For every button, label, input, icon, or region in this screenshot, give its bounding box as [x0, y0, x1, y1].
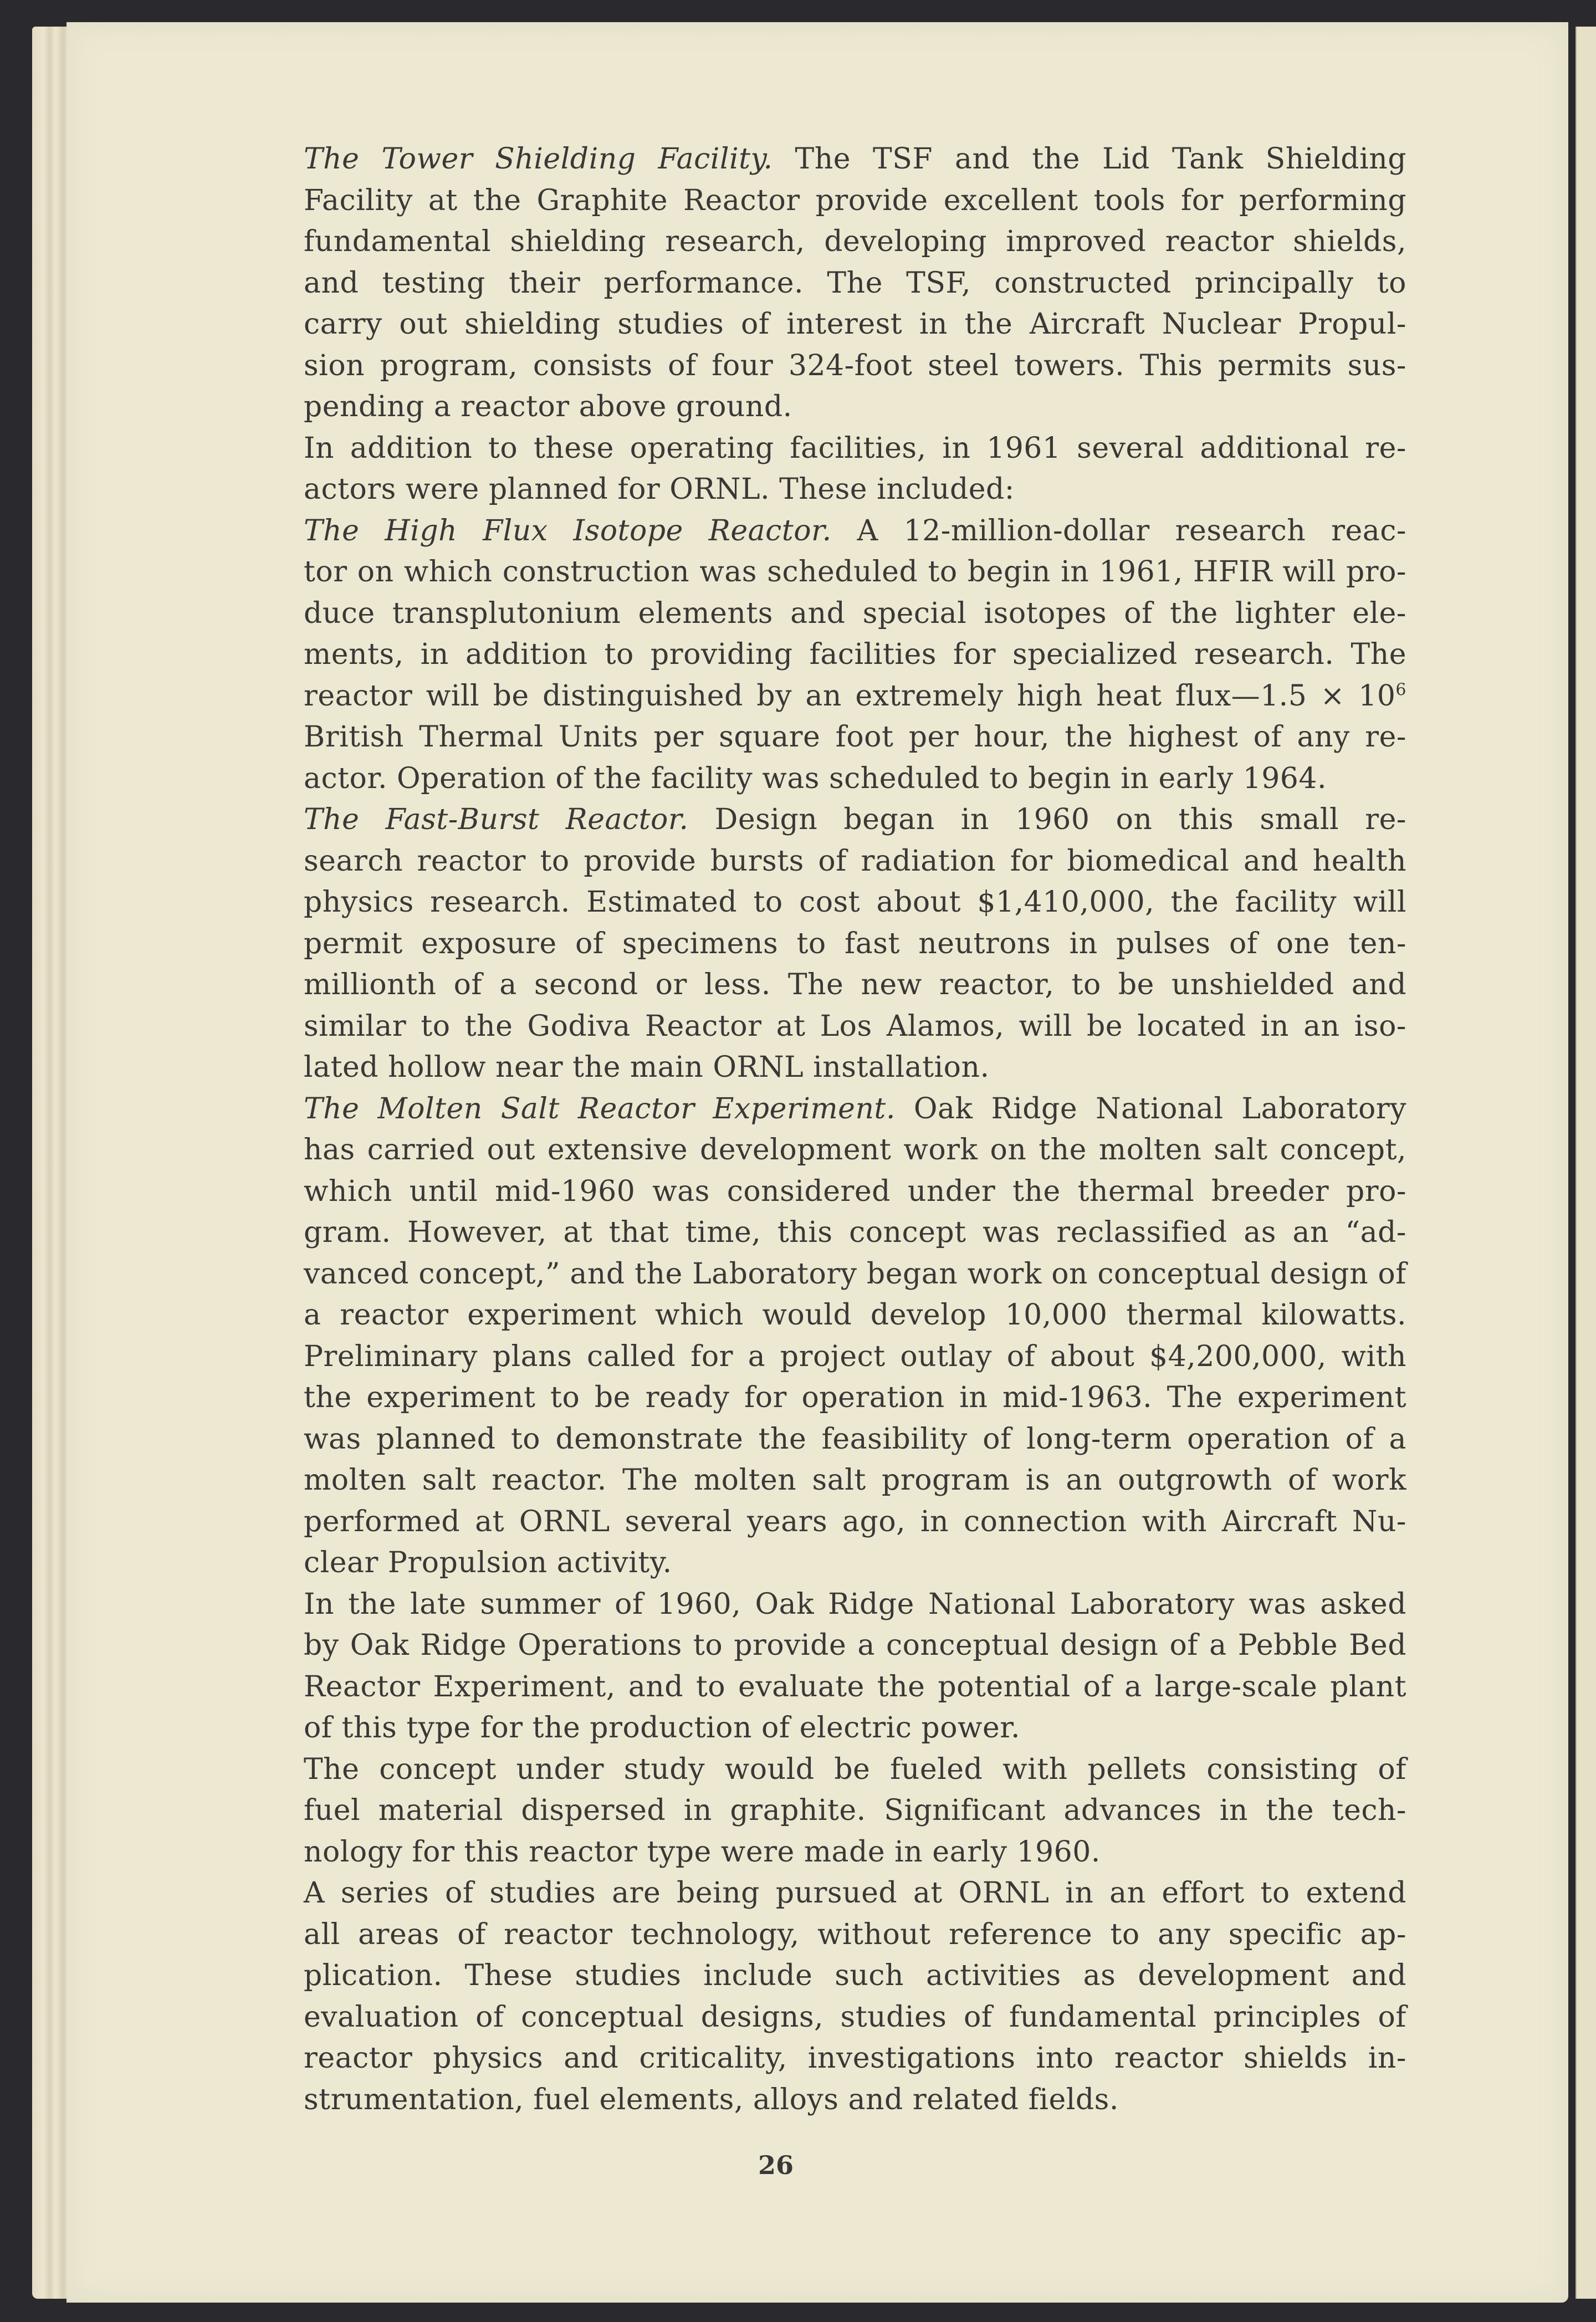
line-text: Reactor Experiment, and to evaluate the potential of a large-scale plant: [304, 1670, 1406, 1704]
text-line: [304, 964, 1406, 1006]
text-line: [304, 1542, 1406, 1584]
line-text: which until mid-1960 was considered under the thermal breeder pro-: [304, 1174, 1406, 1208]
line-text: The concept under study would be fueled with pellets consisting of: [304, 1752, 1406, 1786]
text-line: [304, 1254, 1406, 1295]
text-line: [304, 1336, 1406, 1378]
line-text: Design began in 1960 on this small re-: [688, 803, 1406, 836]
line-text: lated hollow near the main ORNL installation.: [304, 1051, 990, 1084]
section-lead-heading: The Molten Salt Reactor Experiment.: [304, 1092, 896, 1126]
paragraph: [304, 1088, 1406, 1584]
line-text: strumentation, fuel elements, alloys and related fields.: [304, 2083, 1119, 2116]
body-text: [304, 139, 1406, 2120]
text-line: [304, 1212, 1406, 1254]
text-line: [304, 758, 1406, 800]
line-text: reactor physics and criticality, investigations into reactor shields in-: [304, 2042, 1406, 2075]
text-line: [304, 1707, 1406, 1749]
line-text: the experiment to be ready for operation in mid-1963. The experiment: [304, 1381, 1406, 1414]
line-text: The TSF and the Lid Tank Shielding: [773, 142, 1407, 176]
line-text: and testing their performance. The TSF, constructed principally to: [304, 266, 1406, 300]
next-page-edge: [1575, 27, 1596, 2299]
page-stack-edge: [32, 27, 71, 2299]
text-line: [304, 1377, 1406, 1419]
line-text: reactor will be distinguished by an extremely high heat flux—1.5 × 10: [304, 679, 1396, 713]
section-lead-heading: The Fast-Burst Reactor.: [304, 803, 689, 836]
text-line: [304, 1955, 1406, 1997]
line-text: Facility at the Graphite Reactor provide excellent tools for performing: [304, 183, 1406, 217]
line-text: physics research. Estimated to cost about $1,410,000, the facility will: [304, 886, 1406, 919]
line-text: British Thermal Units per square foot per hour, the highest of any re-: [304, 720, 1406, 754]
line-text: a reactor experiment which would develop 10,000 thermal kilowatts.: [304, 1298, 1406, 1332]
text-line: [304, 799, 1406, 841]
text-line: [304, 1171, 1406, 1213]
line-text: tor on which construction was scheduled to begin in 1961, HFIR will pro-: [304, 555, 1406, 589]
text-line: [304, 386, 1406, 428]
paragraph: [304, 799, 1406, 1088]
text-line: [304, 1460, 1406, 1501]
text-line: [304, 139, 1406, 180]
line-text: In addition to these operating facilities, in 1961 several additional re-: [304, 431, 1406, 465]
text-line: [304, 304, 1406, 345]
text-line: [304, 2079, 1406, 2121]
text-line: [304, 180, 1406, 222]
text-line: [304, 510, 1406, 552]
line-text: fundamental shielding research, developing improved reactor shields,: [304, 225, 1406, 258]
line-text: all areas of reactor technology, without reference to any specific ap-: [304, 1917, 1406, 1951]
line-text: by Oak Ridge Operations to provide a conceptual design of a Pebble Bed: [304, 1629, 1406, 1662]
line-text: nology for this reactor type were made in early 1960.: [304, 1835, 1101, 1869]
paragraph: [304, 139, 1406, 428]
text-line: [304, 551, 1406, 593]
page-number: 26: [758, 2150, 794, 2180]
line-text: duce transplutonium elements and special isotopes of the lighter ele-: [304, 596, 1406, 630]
line-text: search reactor to provide bursts of radiation for biomedical and health: [304, 844, 1406, 878]
text-line: [304, 1914, 1406, 1956]
text-line: [304, 1666, 1406, 1708]
text-line: [304, 263, 1406, 304]
line-text: of this type for the production of electric power.: [304, 1711, 1020, 1745]
line-text: Oak Ridge National Laboratory: [895, 1092, 1406, 1126]
line-text: ments, in addition to providing facilities for specialized research. The: [304, 638, 1406, 671]
exponent: 6: [1395, 680, 1406, 700]
line-text: vanced concept,” and the Laboratory began work on conceptual design of: [304, 1257, 1406, 1291]
text-line: [304, 1088, 1406, 1130]
text-line: [304, 1295, 1406, 1336]
paragraph: [304, 1584, 1406, 1749]
line-text: permit exposure of specimens to fast neutrons in pulses of one ten-: [304, 927, 1406, 960]
paragraph: [304, 1873, 1406, 2120]
line-text: plication. These studies include such activities as development and: [304, 1959, 1406, 1992]
text-line: [304, 1790, 1406, 1832]
text-line: [304, 593, 1406, 635]
text-line: [304, 221, 1406, 263]
text-line: [304, 1749, 1406, 1791]
line-text: Preliminary plans called for a project outlay of about $4,200,000, with: [304, 1339, 1406, 1373]
line-text: performed at ORNL several years ago, in connection with Aircraft Nu-: [304, 1505, 1406, 1538]
line-text: pending a reactor above ground.: [304, 390, 792, 423]
text-line: [304, 923, 1406, 965]
text-line: [304, 469, 1406, 510]
text-line: [304, 1873, 1406, 1914]
text-line: [304, 345, 1406, 387]
text-line: [304, 841, 1406, 882]
line-text: actor. Operation of the facility was scheduled to begin in early 1964.: [304, 761, 1327, 795]
line-text: carry out shielding studies of interest in the Aircraft Nuclear Propul-: [304, 308, 1406, 341]
text-line: [304, 634, 1406, 676]
line-text: evaluation of conceptual designs, studies of fundamental principles of: [304, 2000, 1406, 2034]
line-text: actors were planned for ORNL. These included:: [304, 473, 1015, 506]
text-line: [304, 428, 1406, 469]
text-line: [304, 1997, 1406, 2038]
text-line: [304, 1047, 1406, 1088]
paragraph: [304, 510, 1406, 800]
line-text: gram. However, at that time, this concept was reclassified as an “ad-: [304, 1216, 1406, 1249]
paragraph: [304, 428, 1406, 510]
text-line: [304, 2038, 1406, 2079]
paragraph: [304, 1749, 1406, 1873]
text-line: [304, 1501, 1406, 1543]
text-line: [304, 1419, 1406, 1460]
line-text: In the late summer of 1960, Oak Ridge National Laboratory was asked: [304, 1587, 1406, 1621]
line-text: has carried out extensive development work on the molten salt concept,: [304, 1133, 1406, 1167]
text-line: [304, 1006, 1406, 1047]
text-line: [304, 717, 1406, 758]
line-text: sion program, consists of four 324-foot steel towers. This permits sus-: [304, 349, 1406, 382]
line-text: clear Propulsion activity.: [304, 1546, 672, 1579]
section-lead-heading: The High Flux Isotope Reactor.: [304, 514, 832, 548]
line-text: millionth of a second or less. The new reactor, to be unshielded and: [304, 968, 1406, 1001]
text-line: [304, 1129, 1406, 1171]
line-text: fuel material dispersed in graphite. Significant advances in the tech-: [304, 1794, 1406, 1827]
line-text: A 12-million-dollar research reac-: [831, 514, 1406, 548]
text-line: [304, 1625, 1406, 1666]
line-text: was planned to demonstrate the feasibility of long-term operation of a: [304, 1422, 1406, 1456]
line-text: A series of studies are being pursued at ORNL in an effort to extend: [304, 1876, 1406, 1910]
line-text: similar to the Godiva Reactor at Los Alamos, will be located in an iso-: [304, 1009, 1406, 1043]
text-line: [304, 1832, 1406, 1873]
line-text: molten salt reactor. The molten salt program is an outgrowth of work: [304, 1464, 1406, 1497]
section-lead-heading: The Tower Shielding Facility.: [304, 142, 773, 176]
text-line: [304, 882, 1406, 923]
text-line: [304, 1584, 1406, 1625]
text-line: [304, 676, 1406, 717]
